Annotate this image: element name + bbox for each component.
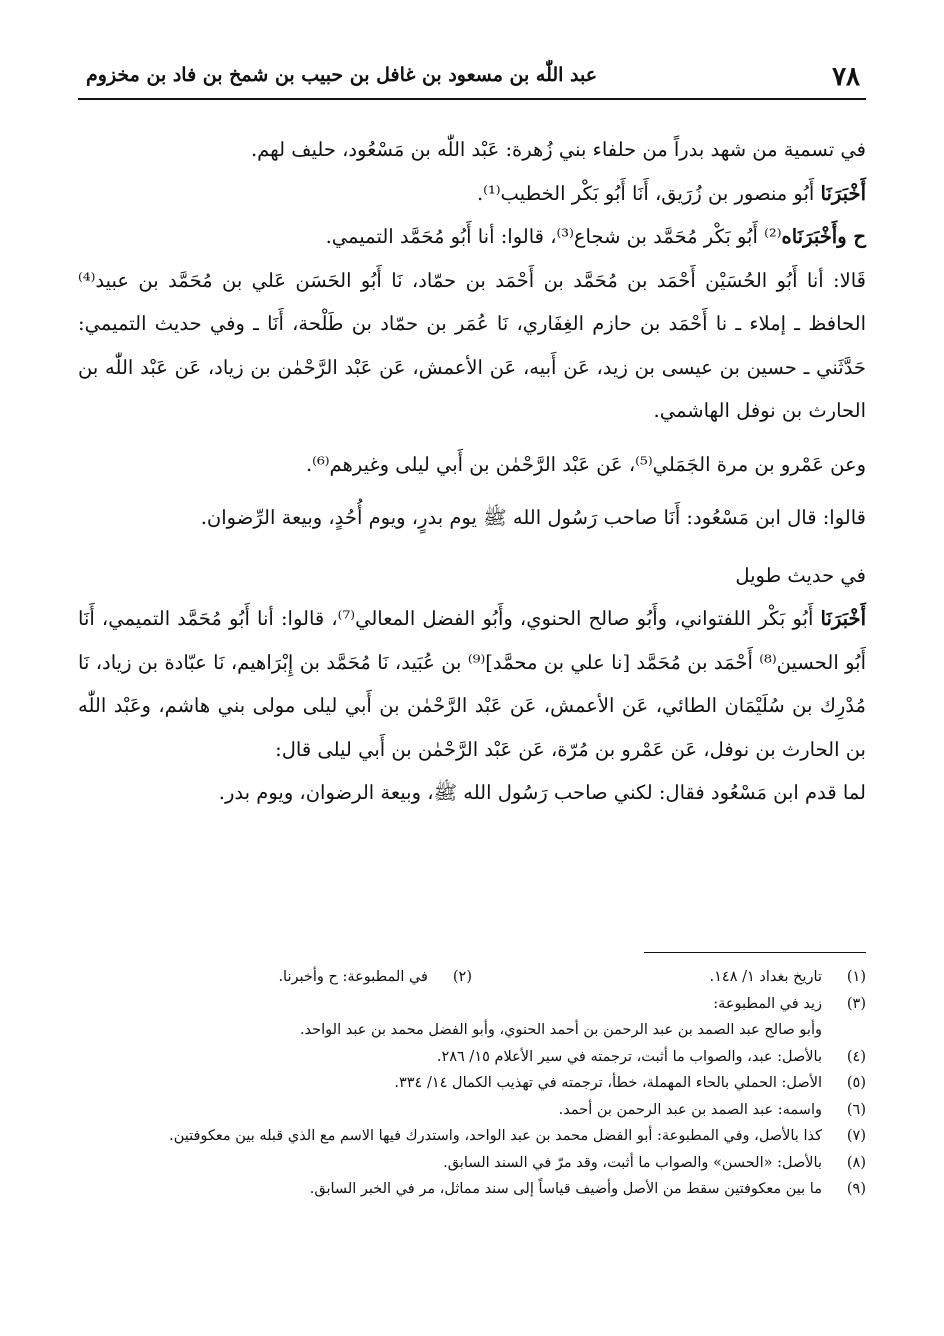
footnote-item [78, 993, 866, 1017]
footnote-text: الأصل: الحملي بالحاء المهملة، خطأ، ترجمته في تهذيب الكمال ١٤/ ٣٣٤. [394, 1075, 822, 1091]
footnote-text: وأبو صالح عبد الصمد بن عبد الرحمن بن أحمد الحنوي، وأبو الفضل محمد بن عبد الواحد. [299, 1022, 822, 1038]
footnote-number: (٩) [846, 1181, 866, 1197]
footnote-separator [644, 952, 866, 953]
footnotes [78, 966, 866, 1205]
footnote-text: كذا بالأصل، وفي المطبوعة: أبو الفضل محمد بن عبد الواحد، واستدرك فيها الاسم مع الذي قبله بين معكوفتين. [169, 1128, 822, 1144]
paragraph-4: قَالا: أنا أَبُو الحُسَيْن أَحْمَد بن مُحَمَّد بن أَحْمَد بن حمّاد، نَا أَبُو الحَسَن عَلي بن مُحَمَّد بن عبيد⁽⁴⁾ الحافظ ـ إملاء ـ نا أَحْمَد بن حازم الغِفَاري، نَا عُمَر بن حمّاد بن طَلْحة، أَنَا ـ وفي حديث التميمي: حَدَّثَني ـ حسين بن عيسى بن زيد، عَن أَبيه، عَن الأعمش، عَن عَبْد الرَّحْمٰن بن زياد، عَن عَبْد اللّٰه بن الحارث بن نوفل الهاشمي. [78, 268, 866, 422]
footnote-text: بالأصل: «الحسن» والصواب ما أثبت، وقد مرّ في السند السابق. [443, 1154, 822, 1171]
footnote-item [78, 1178, 866, 1202]
footnote-number: (٣) [846, 995, 866, 1012]
paragraph-9: لما قدم ابن مَسْعُود فقال: لكني صاحب رَسُول الله ﷺ، وبيعة الرضوان، ويوم بدر. [218, 781, 866, 804]
paragraph-7: في حديث طويل [735, 563, 866, 587]
footnote-text: تاريخ بغداد ١/ ١٤٨. [709, 969, 822, 985]
footnote-item [78, 1072, 866, 1096]
footnote-text: واسمه: عبد الصمد بن عبد الرحمن بن أحمد. [558, 1101, 822, 1118]
footnote-item [472, 966, 866, 990]
footnote-number: (٨) [846, 1154, 866, 1171]
paragraph-8-text: أَبُو بَكْر اللفتواني، وأَبُو صالح الحنوي، وأَبُو الفضل المعالي⁽⁷⁾، قالوا: أنا أَبُو مُحَمَّد التميمي، أَنَا أَبُو الحسين⁽⁸⁾ أَحْمَد بن مُحَمَّد [نا علي بن محمَّد]⁽⁹⁾ بن عُبَيد، نَا مُحَمَّد بن إِبْرَاهيم، نَا عبّادة بن زياد، نَا مُدْرِك بن سُلَيْمَان الطائي، عَن الأعمش، عَن عَبْد الرَّحْمٰن بن أَبي ليلى مولى بني هاشم، وعَبْد اللّٰه بن الحارث بن نوفل، عَن عَمْرو بن مُرّة، عَن عَبْد الرَّحْمٰن بن أَبي ليلى قال: [78, 607, 867, 761]
paragraph-2 [78, 172, 866, 216]
paragraph-5: وعن عَمْرو بن مرة الجَمَلي⁽⁵⁾، عَن عَبْد الرَّحْمٰن بن أَبي ليلى وغيرهم⁽⁶⁾. [305, 452, 866, 476]
paragraph-6: قالوا: قال ابن مَسْعُود: أَنَا صاحب رَسُول الله ﷺ يوم بدرٍ، ويوم أُحُدٍ، وبيعة الرِّضوان. [200, 506, 866, 529]
footnote-text: زيد في المطبوعة: [713, 995, 822, 1012]
paragraph-8 [78, 597, 866, 771]
footnote-text: ما بين معكوفتين سقط من الأصل وأضيف قياساً إلى سند مماثل، مر في الخبر السابق. [309, 1181, 822, 1197]
footnote-item [78, 1152, 866, 1176]
footnote-item [78, 1046, 866, 1070]
paragraph-3-lead: ح وأَخْبَرَنَاه [781, 225, 866, 248]
footnote-item [78, 1125, 866, 1149]
footnote-number: (٤) [846, 1048, 866, 1065]
paragraph-8-lead: أَخْبَرَنَا [820, 607, 866, 630]
paragraph-3 [78, 215, 866, 259]
footnote-row [78, 966, 866, 990]
footnote-number: (٢) [452, 969, 472, 985]
paragraph-1: في تسمية من شهد بدراً من حلفاء بني زُهرة: عَبْد اللّٰه بن مَسْعُود، حليف لهم. [250, 138, 866, 161]
footnote-number: (٥) [846, 1075, 866, 1091]
paragraph-2-text: أَبُو منصور بن زُرَيق، أَنَا أَبُو بَكْر الخطيب⁽¹⁾. [476, 181, 821, 205]
footnote-item [78, 1099, 866, 1123]
main-text [78, 128, 866, 815]
footnote-number: (٧) [846, 1128, 866, 1144]
footnote-number: (٦) [846, 1101, 866, 1118]
page-header [78, 56, 866, 100]
footnote-text: في المطبوعة: ح وأخبرنا. [278, 969, 428, 985]
footnote-item [78, 966, 472, 990]
running-title: عبد اللّٰه بن مسعود بن غافل بن حبيب بن شمخ بن فاد بن مخزوم [86, 64, 598, 86]
footnote-text: بالأصل: عبد، والصواب ما أثبت، ترجمته في سير الأعلام ١٥/ ٢٨٦. [436, 1048, 822, 1065]
footnote-number [822, 1019, 866, 1043]
page-number: ٧٨ [832, 62, 860, 92]
paragraph-3-text: ⁽²⁾ أَبُو بَكْر مُحَمَّد بن شجاع⁽³⁾، قالوا: أنا أَبُو مُحَمَّد التميمي. [325, 225, 782, 248]
footnote-continuation [78, 1019, 866, 1043]
footnote-number: (١) [846, 969, 866, 985]
paragraph-2-lead: أَخْبَرَنَا [820, 181, 866, 205]
